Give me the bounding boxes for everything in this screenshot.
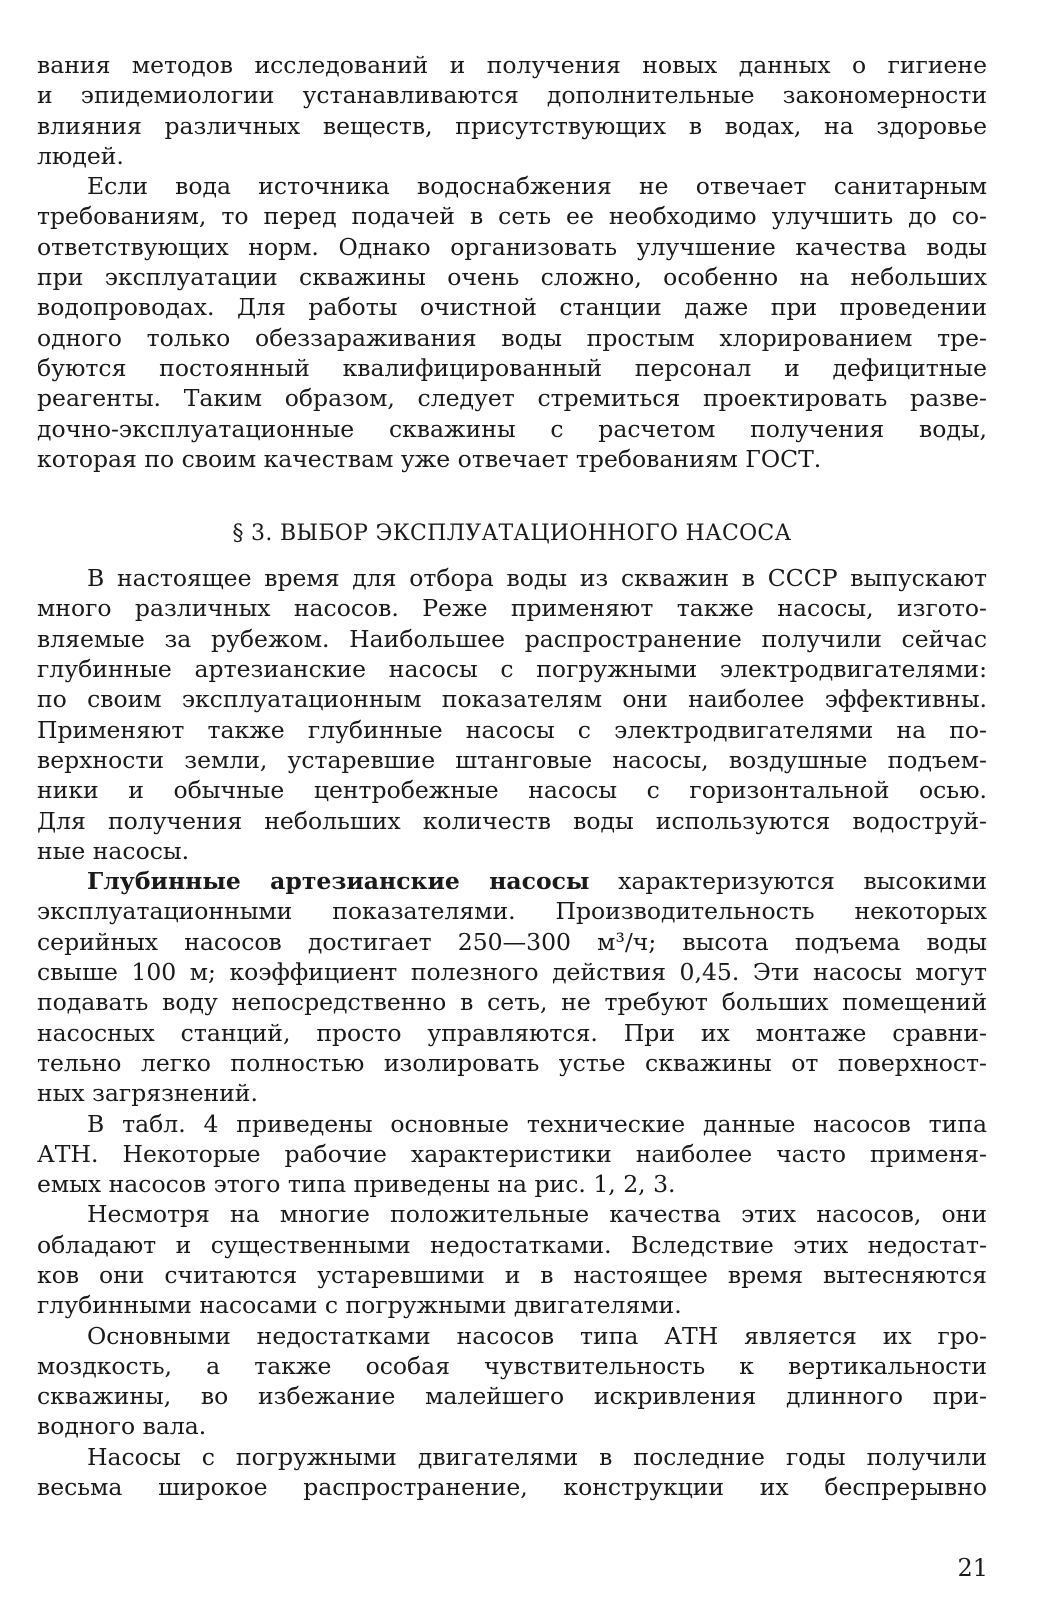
- text-line: ные насосы.: [37, 836, 190, 865]
- document-page: [37, 50, 987, 1502]
- text-line: требованиям, то перед подачей в сеть ее необходимо улучшить до со-: [37, 202, 987, 231]
- paragraph-main-shortcomings: [37, 1321, 987, 1442]
- text-line: подавать воду непосредственно в сеть, не требуют больших помещений: [37, 988, 987, 1017]
- text-line: людей.: [37, 141, 124, 170]
- text-line: вания методов исследований и получения новых данных о гигиене: [37, 51, 987, 79]
- text-line: скважины, во избежание малейшего искривления длинного при-: [37, 1382, 987, 1411]
- text-line: по своим эксплуатационным показателям они наиболее эффективны.: [37, 685, 987, 714]
- text-line: ков они считаются устаревшими и в настоящее время вытесняются: [37, 1260, 987, 1289]
- text-line: свыше 100 м; коэффициент полезного действия 0,45. Эти насосы могут: [37, 958, 987, 987]
- text-line: которая по своим качествам уже отвечает требованиям ГОСТ.: [37, 444, 822, 473]
- text-line: ответствующих норм. Однако организовать улучшение качества воды: [37, 232, 987, 261]
- paragraph-shortcomings: [37, 1199, 987, 1320]
- section-heading: § 3. ВЫБОР ЭКСПЛУАТАЦИОННОГО НАСОСА: [232, 521, 792, 547]
- text-line: весьма широкое распространение, конструкции их беспрерывно: [37, 1473, 987, 1502]
- text-line: серийных насосов достигает 250—300 м³/ч; высота подъема воды: [37, 927, 987, 956]
- text-line: емых насосов этого типа приведены на рис. 1, 2, 3.: [37, 1170, 676, 1199]
- text-line: водного вала.: [37, 1412, 207, 1441]
- text-line: много различных насосов. Реже применяют также насосы, изгото-: [37, 594, 987, 623]
- text-line: буются постоянный квалифицированный персонал и дефицитные: [37, 353, 987, 382]
- text-line: [37, 866, 987, 896]
- paragraph-table-reference: [37, 1109, 987, 1200]
- text-line: ники и обычные центробежные насосы с горизонтальной осью.: [37, 776, 987, 805]
- bold-term: Глубинные артезианские насосы: [87, 867, 590, 896]
- text-line: ных загрязнений.: [37, 1079, 258, 1108]
- paragraph-pump-types: [37, 563, 987, 866]
- paragraph-deep-pumps: [37, 866, 987, 1108]
- text-line: при эксплуатации скважины очень сложно, особенно на небольших: [37, 263, 987, 292]
- text-line: Несмотря на многие положительные качества этих насосов, они: [87, 1200, 987, 1229]
- text-line: обладают и существенными недостатками. Вследствие этих недостат-: [37, 1230, 987, 1259]
- text-line: Основными недостатками насосов типа АТН является их гро-: [87, 1321, 987, 1350]
- paragraph-water-quality: [37, 171, 987, 474]
- text-line: АТН. Некоторые рабочие характеристики наиболее часто применя-: [37, 1139, 987, 1168]
- text-line: дочно-эксплуатационные скважины с расчетом получения воды,: [37, 414, 987, 443]
- text-line: глубинными насосами с погружными двигателями.: [37, 1291, 682, 1320]
- text-line: эксплуатационными показателями. Производительность некоторых: [37, 897, 987, 926]
- text-line: насосных станций, просто управляются. При их монтаже сравни-: [37, 1018, 987, 1047]
- text-line: вляемые за рубежом. Наибольшее распространение получили сейчас: [37, 624, 987, 653]
- text-line: Если вода источника водоснабжения не отвечает санитарным: [87, 172, 987, 201]
- text-line: верхности земли, устаревшие штанговые насосы, воздушные подъем-: [37, 745, 987, 774]
- text-line: тельно легко полностью изолировать устье скважины от поверхност-: [37, 1048, 987, 1077]
- text-line: моздкость, а также особая чувствительность к вертикальности: [37, 1351, 987, 1380]
- text-line: влияния различных веществ, присутствующих в водах, на здоровье: [37, 111, 987, 140]
- paragraph-submersible-pumps: [37, 1442, 987, 1503]
- text-line: реагенты. Таким образом, следует стремиться проектировать разве-: [37, 384, 987, 413]
- text-line: водопроводах. Для работы очистной станции даже при проведении: [37, 293, 987, 322]
- text-line: Применяют также глубинные насосы с электродвигателями на по-: [37, 715, 987, 744]
- text-line: Для получения небольших количеств воды используются водоструй-: [37, 806, 987, 835]
- text-fragment: характеризуются высокими: [618, 867, 987, 896]
- text-line: В табл. 4 приведены основные технические данные насосов типа: [87, 1109, 987, 1138]
- text-line: глубинные артезианские насосы с погружными электродвигателями:: [37, 655, 987, 684]
- text-line: одного только обеззараживания воды простым хлорированием тре-: [37, 323, 987, 352]
- paragraph-continuation: [37, 50, 987, 171]
- text-line: Насосы с погружными двигателями в последние годы получили: [87, 1442, 987, 1471]
- page-number: 21: [957, 1554, 988, 1582]
- text-line: В настоящее время для отбора воды из скважин в СССР выпускают: [87, 564, 987, 593]
- text-line: и эпидемиологии устанавливаются дополнительные закономерности: [37, 81, 987, 110]
